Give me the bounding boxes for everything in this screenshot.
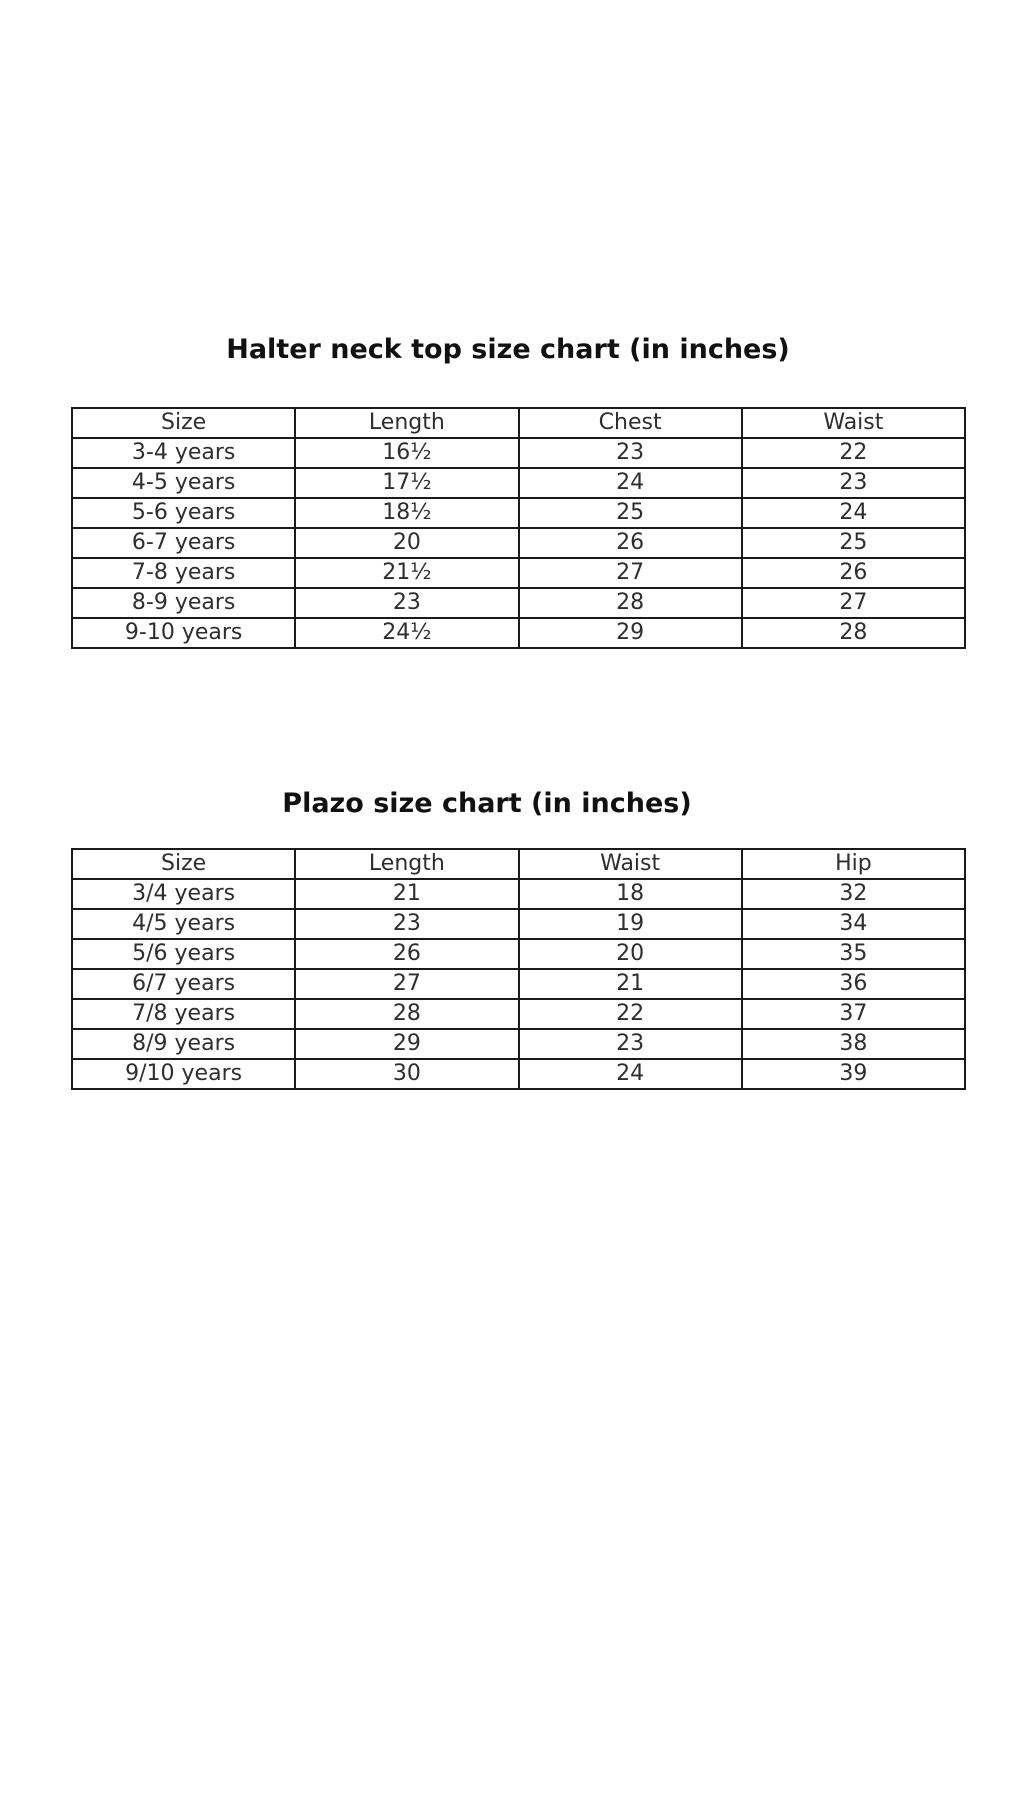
cell-length: 21	[295, 879, 518, 909]
plazo-size-table	[71, 848, 966, 1090]
cell-length: 23	[295, 909, 518, 939]
header-chest: Chest	[519, 408, 742, 438]
cell-hip: 39	[742, 1059, 965, 1089]
table-row	[72, 909, 965, 939]
cell-hip: 36	[742, 969, 965, 999]
cell-size: 8-9 years	[72, 588, 295, 618]
cell-length: 16½	[295, 438, 518, 468]
header-waist: Waist	[519, 849, 742, 879]
cell-size: 7-8 years	[72, 558, 295, 588]
cell-chest: 29	[519, 618, 742, 648]
table-row	[72, 468, 965, 498]
table-row	[72, 879, 965, 909]
cell-waist: 19	[519, 909, 742, 939]
cell-waist: 28	[742, 618, 965, 648]
cell-length: 21½	[295, 558, 518, 588]
cell-waist: 23	[742, 468, 965, 498]
header-waist: Waist	[742, 408, 965, 438]
cell-size: 6-7 years	[72, 528, 295, 558]
cell-length: 23	[295, 588, 518, 618]
cell-size: 8/9 years	[72, 1029, 295, 1059]
cell-length: 27	[295, 969, 518, 999]
cell-size: 5-6 years	[72, 498, 295, 528]
cell-size: 9/10 years	[72, 1059, 295, 1089]
cell-length: 17½	[295, 468, 518, 498]
table-row	[72, 588, 965, 618]
cell-waist: 22	[742, 438, 965, 468]
cell-chest: 25	[519, 498, 742, 528]
cell-waist: 23	[519, 1029, 742, 1059]
plazo-chart-title: Plazo size chart (in inches)	[282, 788, 692, 819]
table-row	[72, 558, 965, 588]
cell-waist: 25	[742, 528, 965, 558]
cell-waist: 21	[519, 969, 742, 999]
header-length: Length	[295, 849, 518, 879]
cell-chest: 26	[519, 528, 742, 558]
cell-waist: 22	[519, 999, 742, 1029]
cell-hip: 38	[742, 1029, 965, 1059]
cell-waist: 18	[519, 879, 742, 909]
table-header-row	[72, 849, 965, 879]
cell-waist: 24	[519, 1059, 742, 1089]
table-row	[72, 528, 965, 558]
cell-waist: 27	[742, 588, 965, 618]
cell-chest: 27	[519, 558, 742, 588]
cell-waist: 24	[742, 498, 965, 528]
table-row	[72, 498, 965, 528]
cell-length: 20	[295, 528, 518, 558]
header-length: Length	[295, 408, 518, 438]
table-row	[72, 1059, 965, 1089]
header-size: Size	[72, 849, 295, 879]
halter-chart-title: Halter neck top size chart (in inches)	[226, 334, 790, 365]
header-size: Size	[72, 408, 295, 438]
cell-size: 5/6 years	[72, 939, 295, 969]
cell-length: 24½	[295, 618, 518, 648]
cell-size: 3-4 years	[72, 438, 295, 468]
halter-size-table	[71, 407, 966, 649]
cell-hip: 35	[742, 939, 965, 969]
cell-chest: 23	[519, 438, 742, 468]
table-row	[72, 969, 965, 999]
table-row	[72, 999, 965, 1029]
cell-hip: 32	[742, 879, 965, 909]
table-row	[72, 438, 965, 468]
table-row	[72, 939, 965, 969]
cell-length: 28	[295, 999, 518, 1029]
cell-size: 4-5 years	[72, 468, 295, 498]
header-hip: Hip	[742, 849, 965, 879]
cell-size: 6/7 years	[72, 969, 295, 999]
cell-size: 3/4 years	[72, 879, 295, 909]
cell-hip: 34	[742, 909, 965, 939]
cell-size: 4/5 years	[72, 909, 295, 939]
cell-length: 26	[295, 939, 518, 969]
cell-chest: 24	[519, 468, 742, 498]
cell-length: 29	[295, 1029, 518, 1059]
cell-waist: 20	[519, 939, 742, 969]
cell-length: 30	[295, 1059, 518, 1089]
cell-waist: 26	[742, 558, 965, 588]
table-row	[72, 618, 965, 648]
cell-size: 7/8 years	[72, 999, 295, 1029]
cell-size: 9-10 years	[72, 618, 295, 648]
table-row	[72, 1029, 965, 1059]
table-header-row	[72, 408, 965, 438]
cell-hip: 37	[742, 999, 965, 1029]
cell-length: 18½	[295, 498, 518, 528]
cell-chest: 28	[519, 588, 742, 618]
